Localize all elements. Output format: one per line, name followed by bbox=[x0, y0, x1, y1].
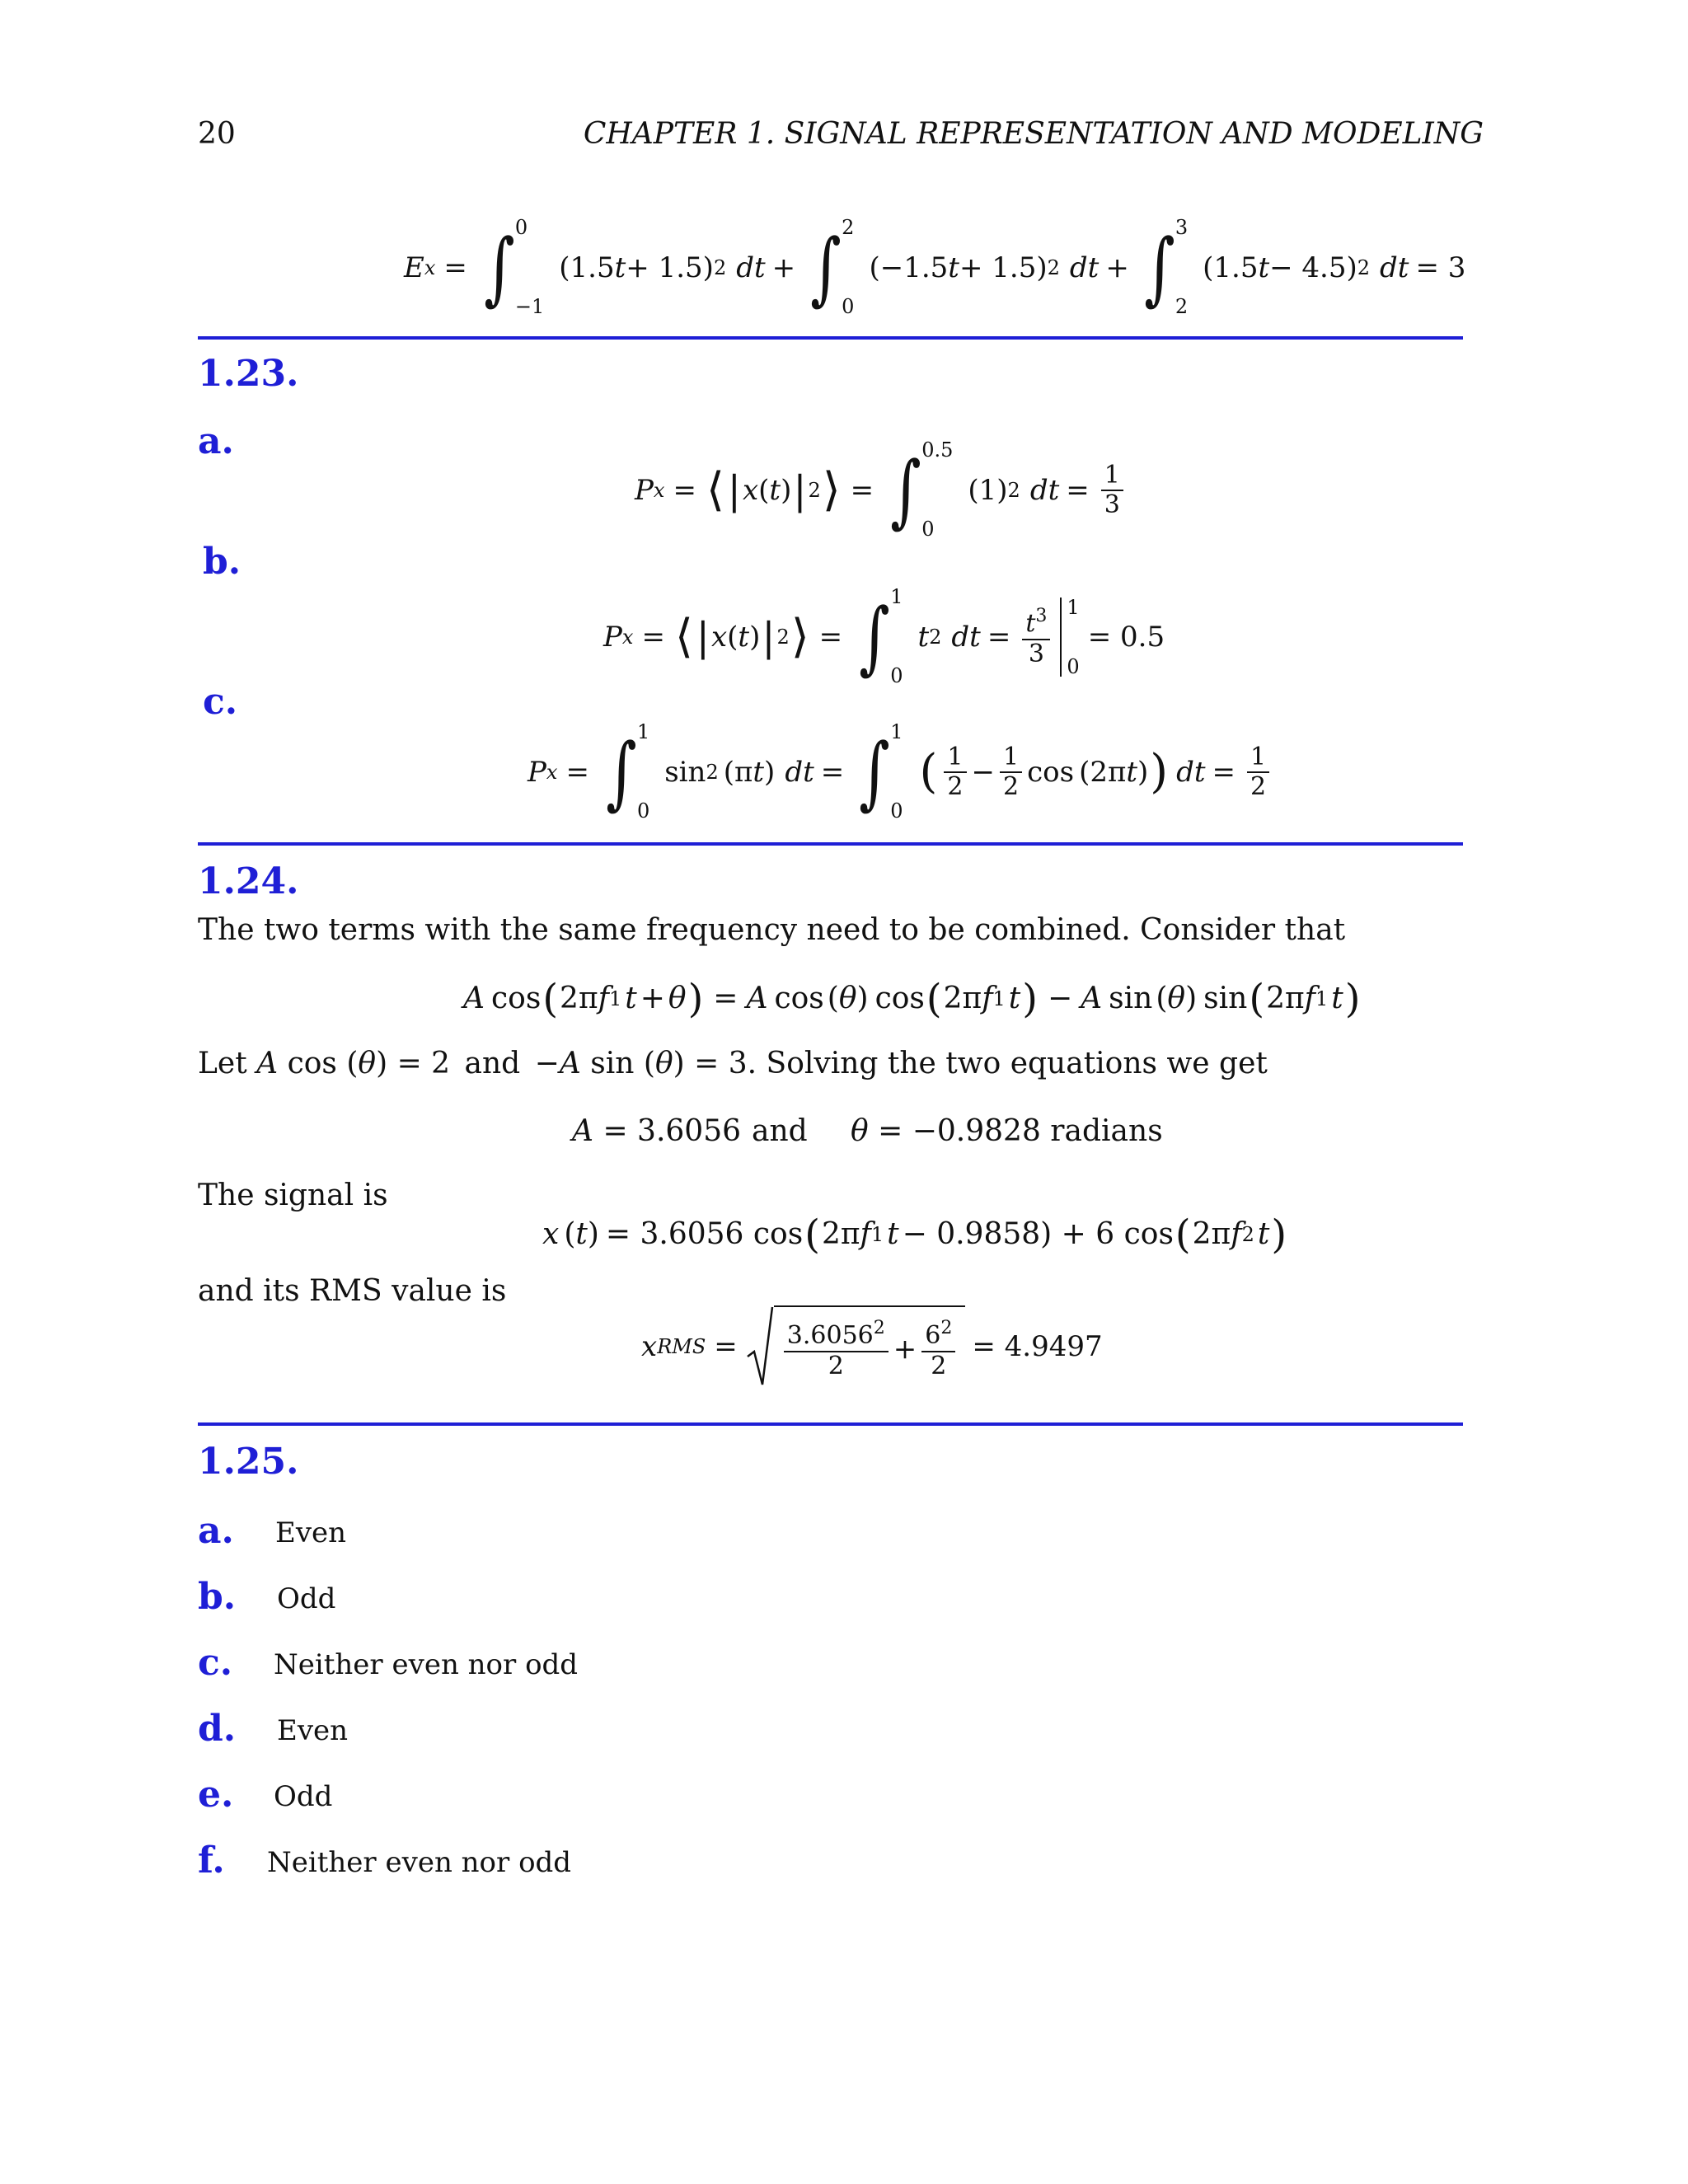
limit-up: 3 bbox=[1175, 216, 1189, 239]
and-word: and bbox=[464, 1047, 521, 1080]
sin-text: sin bbox=[664, 756, 706, 789]
answer-text-d: Even bbox=[277, 1714, 349, 1747]
answer-text-f: Neither even nor odd bbox=[267, 1846, 572, 1879]
frac-den: 2 bbox=[947, 772, 964, 801]
let-text: Let A cos (θ) = 2 and −A sin (θ) = 3. Solving the two equations we get bbox=[198, 1047, 1268, 1080]
rms-result: = 4.9497 bbox=[972, 1330, 1103, 1363]
eq-lhs: E bbox=[404, 251, 424, 284]
exp-1: 2 bbox=[713, 256, 727, 279]
limit-lo: 0 bbox=[890, 664, 903, 687]
chapter-header: CHAPTER 1. SIGNAL REPRESENTATION AND MODELING bbox=[583, 117, 1484, 151]
answer-label-c: c. bbox=[198, 1642, 233, 1684]
let-word: Let bbox=[198, 1047, 247, 1080]
signal-equation: x ( t ) = 3.6056 cos ( 2π f 1 t − 0.9858) + 6 cos ( 2π f 2 t ) bbox=[542, 1212, 1287, 1258]
section-title-1-25: 1.25. bbox=[198, 1441, 299, 1483]
frac-den: 3 bbox=[1028, 639, 1044, 668]
limit-lo: −1 bbox=[514, 295, 545, 318]
eval-lo: 0 bbox=[1067, 655, 1080, 678]
signal-eq-a: = 3.6056 cos bbox=[605, 1217, 804, 1251]
answer-label-a: a. bbox=[198, 1510, 234, 1552]
integrand-1a: (1.5 bbox=[559, 251, 615, 284]
limit-lo: 0 bbox=[842, 295, 855, 318]
limit-lo: 2 bbox=[1175, 295, 1189, 318]
integral-1: ∫ 0 −1 bbox=[484, 216, 545, 318]
limit-up: 0 bbox=[514, 216, 528, 239]
frac-num: 1 bbox=[944, 743, 966, 774]
exp-3: 2 bbox=[1357, 256, 1371, 279]
energy-equation: E x = ∫ 0 −1 (1.5 t + 1.5) 2 dt + ∫ 2 0 (−1.5 t + 1.5) 2 dt + ∫ 3 2 (1.5 t − 4.5) 2 dt = 3 bbox=[404, 216, 1466, 318]
signal-intro: The signal is bbox=[198, 1179, 388, 1212]
frac-den: 2 bbox=[1250, 772, 1267, 801]
integral-2: ∫ 2 0 bbox=[810, 216, 855, 318]
and-word-2: and bbox=[752, 1114, 808, 1148]
section-title-1-24: 1.24. bbox=[198, 860, 299, 902]
cos-text: cos bbox=[1027, 756, 1075, 789]
rms-intro: and its RMS value is bbox=[198, 1274, 507, 1308]
trig-identity-equation: A cos ( 2π f 1 t + θ ) = A cos ( θ ) cos ( 2π f 1 t ) − A sin ( θ ) sin ( 2π f 1 t ) bbox=[463, 976, 1361, 1022]
part-label-a: a. bbox=[198, 420, 234, 462]
rms-den-1: 2 bbox=[828, 1351, 844, 1380]
frac-num: 1 bbox=[1000, 743, 1022, 774]
limit-up: 0.5 bbox=[921, 438, 954, 462]
rms-num-1: 3.6056 bbox=[786, 1321, 874, 1350]
limit-up: 1 bbox=[636, 720, 650, 743]
part-label-c: c. bbox=[203, 681, 238, 723]
exp: 2 bbox=[1007, 479, 1020, 502]
answer-text-c: Neither even nor odd bbox=[274, 1648, 579, 1681]
eval-up: 1 bbox=[1067, 596, 1080, 619]
integral-3: ∫ 3 2 bbox=[1144, 216, 1189, 318]
frac-num: 1 bbox=[1101, 462, 1123, 492]
section-title-1-23: 1.23. bbox=[198, 353, 299, 395]
answer-text-b: Odd bbox=[277, 1582, 336, 1615]
integrand-1b: + 1.5) bbox=[626, 251, 714, 284]
exp-2: 2 bbox=[1047, 256, 1060, 279]
limit-up: 1 bbox=[890, 585, 903, 608]
answer-label-f: f. bbox=[198, 1840, 225, 1882]
solving-text: . Solving the two equations we get bbox=[747, 1047, 1268, 1080]
section-divider bbox=[198, 1422, 1463, 1426]
page-number: 20 bbox=[198, 117, 236, 151]
A-value: A = 3.6056 bbox=[572, 1114, 742, 1148]
integrand-2b: + 1.5) bbox=[959, 251, 1048, 284]
frac-den: 3 bbox=[1104, 490, 1120, 519]
intro-text: The two terms with the same frequency need to be combined. Consider that bbox=[198, 913, 1346, 947]
integrand-2a: (−1.5 bbox=[869, 251, 949, 284]
limit-lo: 0 bbox=[636, 799, 650, 823]
rms-den-2: 2 bbox=[931, 1351, 947, 1380]
signal-eq-b: − 0.9858) + 6 cos bbox=[902, 1217, 1174, 1251]
frac-den: 2 bbox=[1003, 772, 1020, 801]
answer-label-d: d. bbox=[198, 1708, 237, 1750]
integrand-3a: (1.5 bbox=[1203, 251, 1259, 284]
frac-num: t bbox=[1025, 609, 1036, 638]
power-equation-c: P x = ∫ 1 0 sin 2 (π t ) dt = ∫ 1 0 ( $\frac{1}{2}$ − $\frac{1}{2}$ cos (2π t ) ) dt = $\frac{1}{2}$ bbox=[528, 727, 1274, 818]
answer-text-a: Even bbox=[275, 1516, 347, 1549]
frac-num: 1 bbox=[1247, 743, 1269, 774]
sqrt-sign: $\frac{3.6056^2}{2}$ + $\frac{6^2}{2}$ bbox=[746, 1305, 966, 1388]
theta-value: θ = −0.9828 radians bbox=[851, 1114, 1163, 1148]
answer-label-e: e. bbox=[198, 1774, 234, 1816]
integrand: (1) bbox=[968, 474, 1008, 507]
integrand-3b: − 4.5) bbox=[1269, 251, 1357, 284]
answer-text-e: Odd bbox=[274, 1780, 333, 1813]
rms-equation: x RMS = $\frac{3.6056^2}{2}$ + $\frac{6^2}{2}$ = 4.9497 bbox=[641, 1305, 1103, 1388]
limit-lo: 0 bbox=[890, 799, 903, 823]
power-equation-b: P x = ⟨ | x ( t ) | 2 ⟩ = ∫ 1 0 t 2 dt = $\frac{t^3}{3}$ 1 0 = 0.5 bbox=[603, 585, 1165, 687]
power-equation-a: P x = ⟨ | x ( t ) | 2 ⟩ = ∫ 0.5 0 (1) 2 dt = $\frac{1}{3}$ bbox=[635, 445, 1128, 536]
section-divider bbox=[198, 842, 1463, 846]
section-divider bbox=[198, 336, 1463, 340]
eq-lhs-sub: x bbox=[424, 256, 436, 279]
part-label-b: b. bbox=[203, 541, 241, 583]
eq-result: = 0.5 bbox=[1087, 621, 1165, 654]
rms-num-1-exp: 2 bbox=[873, 1318, 885, 1338]
rms-num-2: 6 bbox=[925, 1321, 941, 1350]
frac-num-exp: 3 bbox=[1035, 606, 1048, 626]
limit-lo: 0 bbox=[921, 518, 935, 541]
rms-num-2-exp: 2 bbox=[940, 1318, 953, 1338]
limit-up: 2 bbox=[842, 216, 855, 239]
answer-label-b: b. bbox=[198, 1576, 237, 1618]
eq-result: = 3 bbox=[1415, 251, 1466, 284]
limit-up: 1 bbox=[890, 720, 903, 743]
